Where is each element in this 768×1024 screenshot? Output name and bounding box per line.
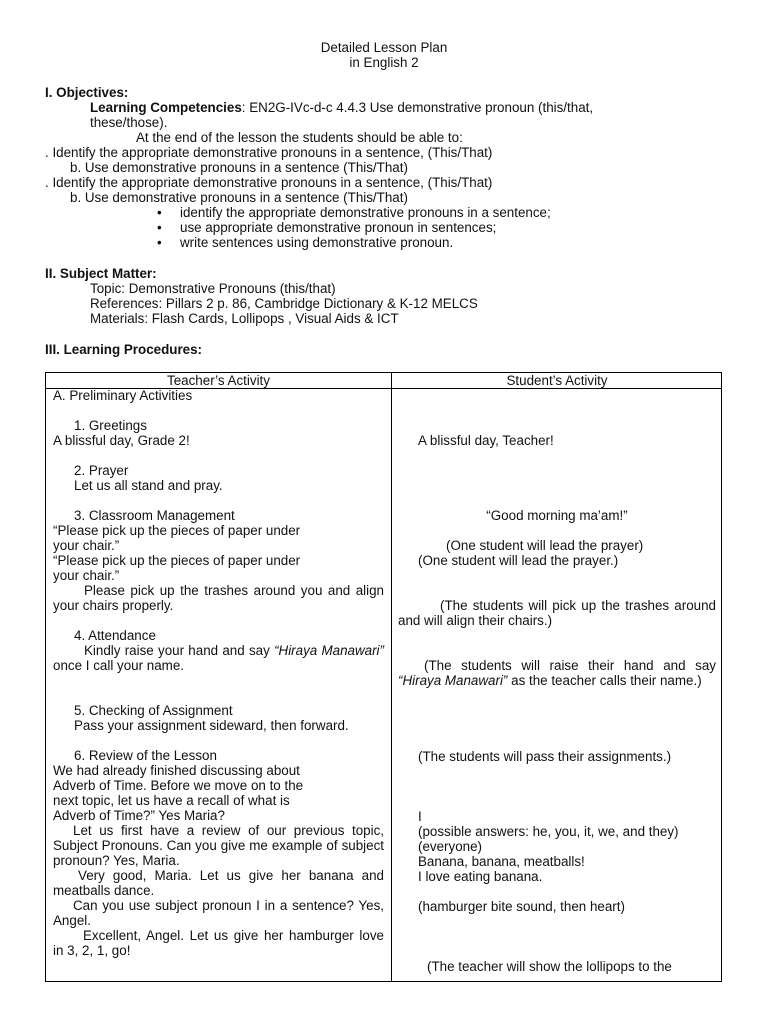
competency-label: Learning Competencies xyxy=(90,100,242,115)
teacher-prayer: Let us all stand and pray. xyxy=(74,478,223,493)
objective-line: b. Use demonstrative pronouns in a sentence (This/That) xyxy=(70,160,408,175)
classroom-management-heading: 3. Classroom Management xyxy=(74,508,235,523)
student-answer: I xyxy=(418,809,422,824)
student-greeting: A blissful day, Teacher! xyxy=(418,433,554,448)
objective-line: . Identify the appropriate demonstrative pronouns in a sentence, (This/That) xyxy=(45,175,493,190)
attendance-heading: 4. Attendance xyxy=(74,628,156,643)
teacher-review-line: next topic, let us have a recall of what is xyxy=(53,793,290,808)
teacher-attendance: Kindly raise your hand and say “Hiraya Manawari” once I call your name. xyxy=(53,643,384,673)
subject-topic: Topic: Demonstrative Pronouns (this/that) xyxy=(90,281,336,296)
student-answer: (The teacher will show the lollipops to the xyxy=(427,959,672,974)
teacher-activity-header: Teacher’s Activity xyxy=(167,373,270,388)
student-answer: (possible answers: he, you, it, we, and they) xyxy=(418,824,679,839)
procedures-heading: III. Learning Procedures: xyxy=(45,342,203,357)
objective-bullet: use appropriate demonstrative pronoun in sentences; xyxy=(180,220,497,235)
learning-competencies xyxy=(90,100,593,115)
student-good-morning: “Good morning ma’am!” xyxy=(486,508,628,523)
teacher-review-pronouns: Let us first have a review of our previous topic, Subject Pronouns. Can you give me example of subject pronoun? Yes, Maria. xyxy=(53,823,384,868)
student-activity-header: Student’s Activity xyxy=(506,373,608,388)
student-answer: Banana, banana, meatballs! xyxy=(418,854,585,869)
preliminary-activities: A. Preliminary Activities xyxy=(53,388,193,403)
bullet-dot-icon: • xyxy=(157,205,162,220)
objectives-heading: I. Objectives: xyxy=(45,85,129,100)
teacher-review-sentence: Can you use subject pronoun I in a sentence? Yes, Angel. xyxy=(53,898,384,928)
review-heading: 6. Review of the Lesson xyxy=(74,748,217,763)
subject-matter-heading: II. Subject Matter: xyxy=(45,266,157,281)
objective-bullet: identify the appropriate demonstrative pronouns in a sentence; xyxy=(180,205,551,220)
document-subtitle: in English 2 xyxy=(349,55,419,70)
teacher-cm-trash: Please pick up the trashes around you and align your chairs properly. xyxy=(53,583,384,613)
teacher-greeting: A blissful day, Grade 2! xyxy=(53,433,190,448)
objective-bullet: write sentences using demonstrative pronoun. xyxy=(180,235,454,250)
subject-materials: Materials: Flash Cards, Lollipops , Visual Aids & ICT xyxy=(90,311,399,326)
teacher-cm-line: your chair.” xyxy=(53,568,120,583)
teacher-cm-line: your chair.” xyxy=(53,538,120,553)
competency-text: : EN2G-IVc-d-c 4.4.3 Use demonstrative pronoun (this/that, xyxy=(241,100,594,115)
activities-table xyxy=(45,372,722,982)
student-answer: I love eating banana. xyxy=(418,869,543,884)
bullet-dot-icon: • xyxy=(157,220,162,235)
student-answer: (everyone) xyxy=(418,839,483,854)
student-prayer: (One student will lead the prayer.) xyxy=(418,553,619,568)
prayer-heading: 2. Prayer xyxy=(74,463,129,478)
student-prayer: (One student will lead the prayer) xyxy=(446,538,644,553)
column-divider xyxy=(391,373,392,981)
document-title: Detailed Lesson Plan xyxy=(320,40,448,55)
objective-line: b. Use demonstrative pronouns in a sentence (This/That) xyxy=(70,190,408,205)
student-assignment: (The students will pass their assignments.) xyxy=(418,749,672,764)
bullet-dot-icon: • xyxy=(157,235,162,250)
greetings-heading: 1. Greetings xyxy=(74,418,147,433)
teacher-review-line: Adverb of Time. Before we move on to the xyxy=(53,778,304,793)
teacher-cm-line: “Please pick up the pieces of paper under xyxy=(53,553,301,568)
teacher-review-line: We had already finished discussing about xyxy=(53,763,300,778)
teacher-assignment: Pass your assignment sideward, then forward. xyxy=(74,718,349,733)
teacher-review-banana: Very good, Maria. Let us give her banana and meatballs dance. xyxy=(53,868,384,898)
competency-text-cont: these/those). xyxy=(90,115,168,130)
student-pick-trash: (The students will pick up the trashes around and will align their chairs.) xyxy=(398,598,716,628)
teacher-review-hamburger: Excellent, Angel. Let us give her hamburger love in 3, 2, 1, go! xyxy=(53,928,384,958)
objective-line: . Identify the appropriate demonstrative pronouns in a sentence, (This/That) xyxy=(45,145,493,160)
checking-assignment-heading: 5. Checking of Assignment xyxy=(74,703,233,718)
teacher-review-line: Adverb of Time?” Yes Maria? xyxy=(53,808,225,823)
teacher-cm-line: “Please pick up the pieces of paper under xyxy=(53,523,301,538)
student-attendance: (The students will raise their hand and say “Hiraya Manawari” as the teacher calls their name.) xyxy=(398,658,716,688)
student-answer: (hamburger bite sound, then heart) xyxy=(418,899,625,914)
objectives-intro: At the end of the lesson the students should be able to: xyxy=(136,130,463,145)
subject-references: References: Pillars 2 p. 86, Cambridge Dictionary & K-12 MELCS xyxy=(90,296,478,311)
